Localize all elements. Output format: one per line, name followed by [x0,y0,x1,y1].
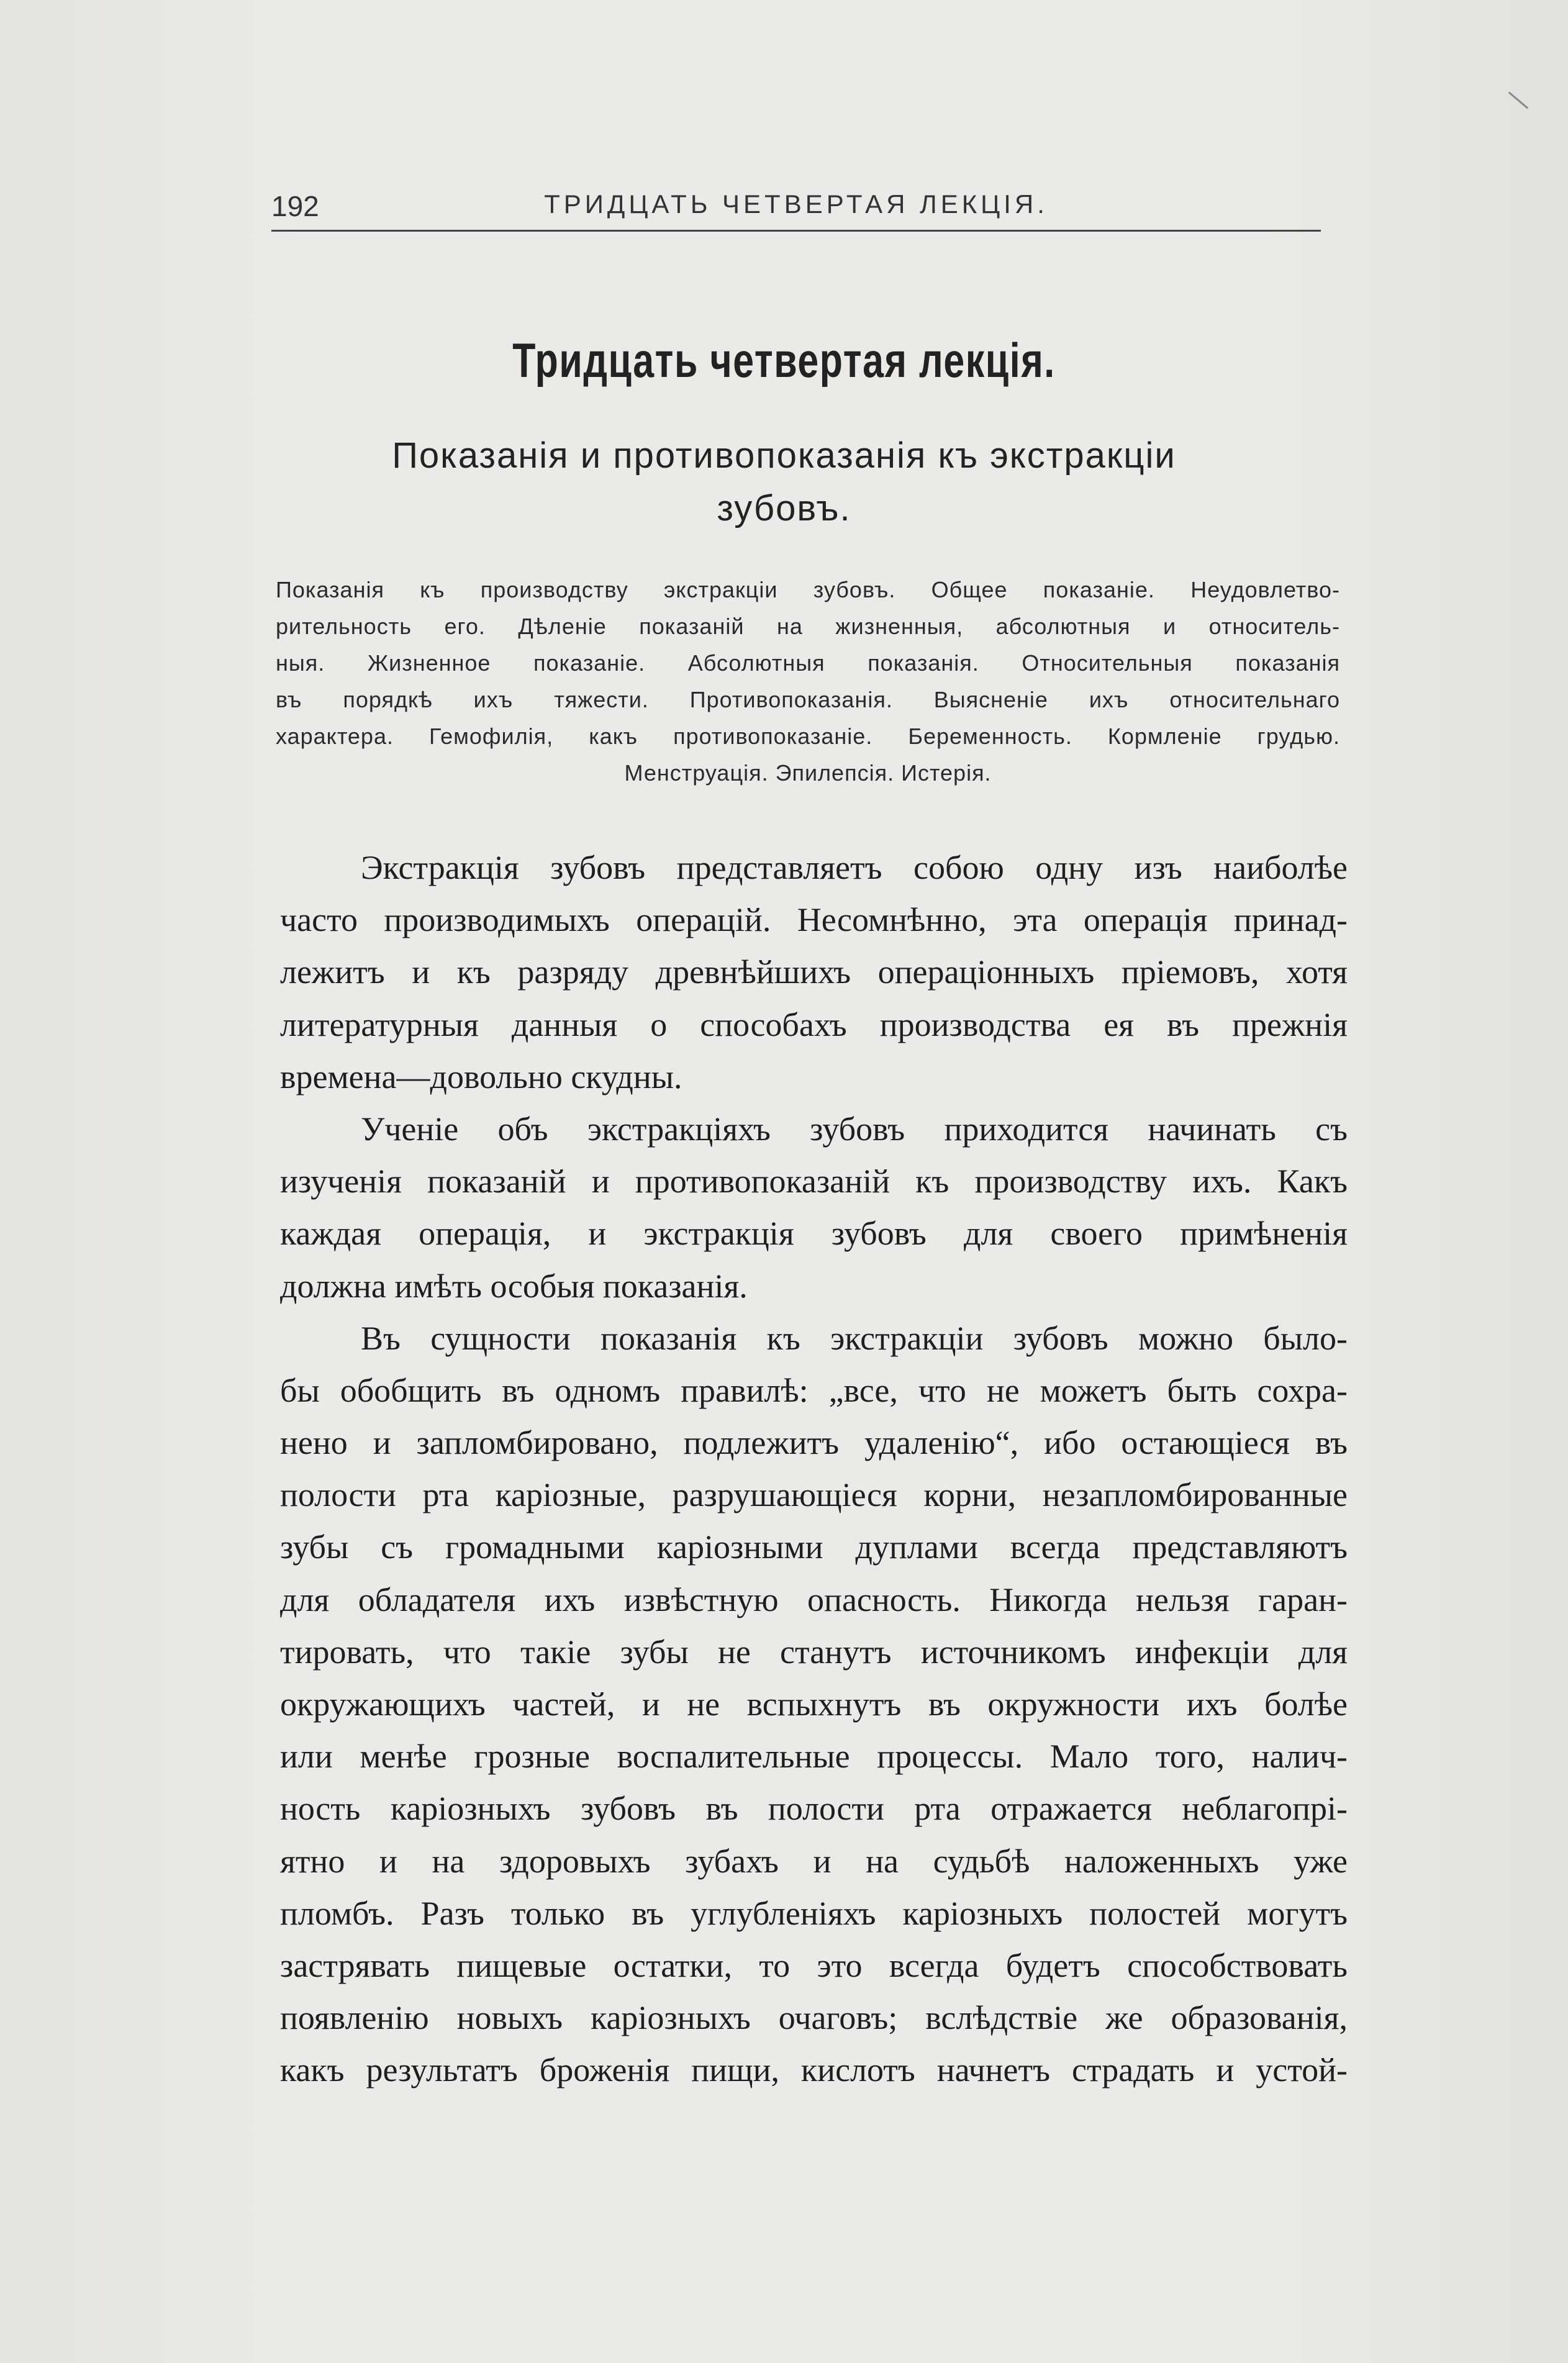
text-line: лежитъ и къ разряду древнѣйшихъ операціонныхъ пріемовъ, хотя [280,953,1348,991]
text-line: Ученіе объ экстракціяхъ зубовъ приходится начинать съ [361,1110,1348,1148]
body-text [280,841,1348,2097]
text-line: застрявать пищевые остатки, то это всегда будетъ способствовать [280,1946,1348,1984]
text-line: ность каріозныхъ зубовъ въ полости рта отражается неблагопрі- [280,1790,1348,1828]
paragraph [280,1312,1348,2097]
page-number: 192 [271,190,319,222]
text-line: времена—довольно скудны. [280,1058,682,1095]
summary-line: характера. Гемофилія, какъ противопоказаніе. Беременность. Кормленіе грудью. [276,723,1340,749]
paragraph [280,841,1348,1103]
summary-line: въ порядкѣ ихъ тяжести. Противопоказанія. Выясненіе ихъ относительнаго [276,687,1340,712]
text-line: или менѣе грозные воспалительные процессы. Мало того, налич- [280,1738,1348,1776]
summary-line: рительность его. Дѣленіе показаній на жизненныя, абсолютныя и относитель- [276,614,1340,639]
text-line: часто производимыхъ операцій. Несомнѣнно, эта операція принад- [280,901,1348,939]
text-line: для обладателя ихъ извѣстную опасность. Никогда нельзя гаран- [280,1581,1348,1618]
text-line: зубы съ громадными каріозными дуплами всегда представляютъ [280,1528,1348,1566]
header-rule [271,230,1321,232]
text-line: ятно и на здоровыхъ зубахъ и на судьбѣ наложенныхъ уже [280,1842,1348,1880]
summary-line: Показанія къ производству экстракціи зубовъ. Общее показаніе. Неудовлетво- [276,577,1340,602]
page-corner-mark [1508,91,1529,109]
text-line: полости рта каріозные, разрушающіеся корни, незапломбированные [280,1476,1348,1514]
paragraph [280,1103,1348,1312]
text-line: Въ сущности показанія къ экстракціи зубовъ можно было- [361,1319,1348,1357]
text-line: какъ результатъ броженія пищи, кислотъ начнетъ страдать и устой- [280,2051,1348,2089]
text-line: пломбъ. Разъ только въ углубленіяхъ каріозныхъ полостей могутъ [280,1894,1348,1932]
running-title: ТРИДЦАТЬ ЧЕТВЕРТАЯ ЛЕКЦІЯ. [544,189,1048,219]
text-line: появленію новыхъ каріозныхъ очаговъ; вслѣдствіе же образованія, [280,1999,1348,2037]
text-line: каждая операція, и экстракція зубовъ для своего примѣненія [280,1215,1348,1253]
lecture-title: Тридцать четвертая лекція. [512,333,1056,388]
text-line: бы обобщить въ одномъ правилѣ: „все, что не можетъ быть сохра- [280,1371,1348,1409]
subtitle-line: Показанія и противопоказанія къ экстракціи [392,435,1176,476]
chapter-summary [276,571,1340,791]
summary-line: ныя. Жизненное показаніе. Абсолютныя показанія. Относительныя показанія [276,650,1340,676]
text-line: тировать, что такіе зубы не станутъ источникомъ инфекціи для [280,1633,1348,1671]
text-line: изученія показаній и противопоказаній къ производству ихъ. Какъ [280,1163,1348,1200]
text-line: Экстракція зубовъ представляетъ собою одну изъ наиболѣе [361,849,1348,886]
text-line: должна имѣть особыя показанія. [280,1267,748,1305]
text-line: окружающихъ частей, и не вспыхнутъ въ окружности ихъ болѣе [280,1685,1348,1723]
text-line: нено и запломбировано, подлежитъ удаленію“, ибо остающіеся въ [280,1424,1348,1462]
text-line: литературныя данныя о способахъ производства ея въ прежнія [280,1005,1348,1043]
summary-line: Менструація. Эпилепсія. Истерія. [624,760,992,786]
subtitle-line: зубовъ. [717,488,851,528]
running-header [271,189,1321,227]
